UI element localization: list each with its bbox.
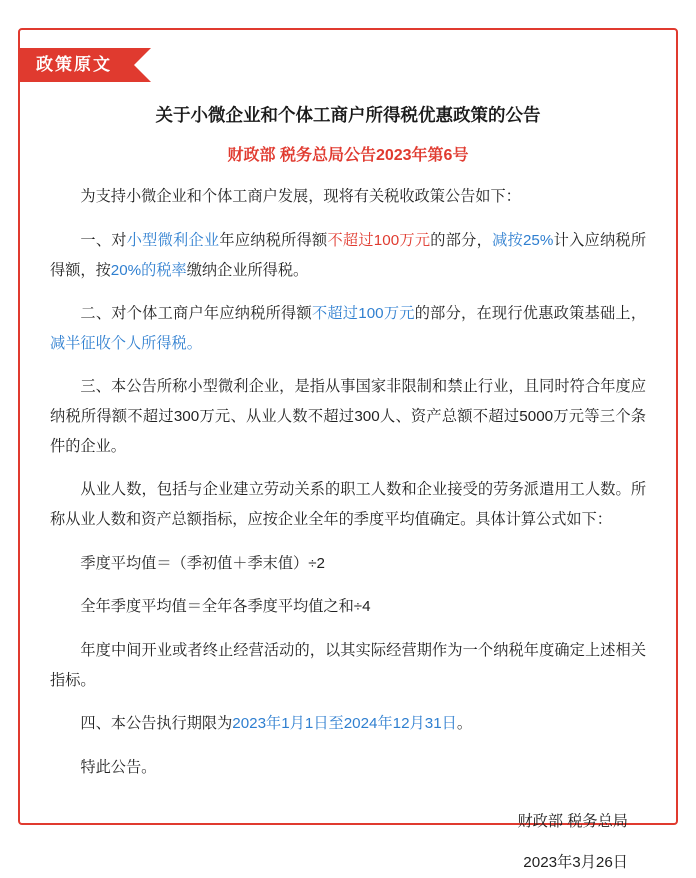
- document-subtitle: 财政部 税务总局公告2023年第6号: [227, 147, 469, 165]
- ribbon-label: 政策原文: [36, 55, 112, 74]
- signature-issuer: 财政部 税务总局: [517, 812, 628, 830]
- clause-4-paragraph: [50, 709, 646, 739]
- policy-source-ribbon: [20, 48, 134, 82]
- clause-2-paragraph: [50, 299, 646, 358]
- clause-1-highlight-2: 不超过100万元: [327, 231, 431, 249]
- clause-2-mid-1: 的部分，在现行优惠政策基础上，: [414, 305, 647, 323]
- formula-annual-average: 全年季度平均值＝全年各季度平均值之和÷4: [80, 598, 371, 616]
- employee-count-paragraph: 从业人数，包括与企业建立劳动关系的职工人数和企业接受的劳务派遣用工人数。所称从业人数和资产总额指标，应按企业全年的季度平均值确定。具体计算公式如下：: [50, 481, 646, 529]
- document-title: 关于小微企业和个体工商户所得税优惠政策的公告: [155, 105, 541, 125]
- clause-4-prefix: 四、本公告执行期限为: [80, 715, 233, 733]
- clause-1-paragraph: [50, 226, 646, 285]
- formula-quarterly-average: 季度平均值＝（季初值＋季末值）÷2: [80, 554, 325, 572]
- clause-1-prefix: 一、对: [80, 231, 127, 249]
- clause-1-highlight-3: 减按25%: [492, 231, 554, 249]
- clause-2-highlight-1: 不超过100万元: [311, 305, 415, 323]
- clause-1-highlight-4: 20%的税率: [110, 261, 187, 279]
- clause-1-suffix: 缴纳企业所得税。: [186, 261, 309, 279]
- closing-paragraph: 特此公告。: [80, 758, 157, 776]
- signature-date: 2023年3月26日: [523, 854, 628, 872]
- clause-1-mid-2: 的部分，: [430, 231, 493, 249]
- clause-3-paragraph: 三、本公告所称小型微利企业，是指从事国家非限制和禁止行业，且同时符合年度应纳税所得额不超过300万元、从业人数不超过300人、资产总额不超过5000万元等三个条件的企业。: [50, 378, 646, 455]
- clause-1-mid-3: 计入应纳税所得额，按: [50, 231, 647, 279]
- clause-4-highlight-1: 2023年1月1日至2024年12月31日: [232, 715, 457, 733]
- intro-paragraph: 为支持小微企业和个体工商户发展，现将有关税收政策公告如下：: [80, 188, 521, 206]
- clause-4-suffix: 。: [456, 715, 473, 733]
- clause-2-prefix: 二、对个体工商户年应纳税所得额: [80, 305, 312, 323]
- mid-year-paragraph: 年度中间开业或者终止经营活动的，以其实际经营期作为一个纳税年度确定上述相关指标。: [50, 641, 646, 689]
- clause-1-highlight-1: 小型微利企业: [126, 231, 220, 249]
- document-body: [20, 30, 676, 872]
- policy-card: [18, 28, 678, 872]
- clause-2-highlight-2: 减半征收个人所得税。: [50, 334, 202, 352]
- clause-1-mid-1: 年应纳税所得额: [219, 231, 328, 249]
